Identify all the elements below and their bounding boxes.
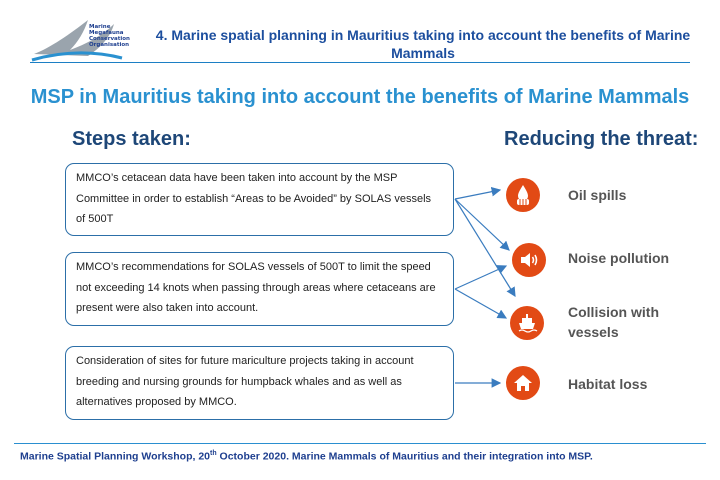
threat-label-noise-pollution: Noise pollution [568,250,670,266]
header-title: 4. Marine spatial planning in Mauritius taking into account the benefits of Marine Mammals [155,27,691,61]
threat-label-habitat-loss: Habitat loss [568,376,648,392]
footer-text: Marine Spatial Planning Workshop, 20th October 2020. Marine Mammals of Mauritius and their integration into MSP. [20,450,593,463]
logo-text: Marine Megafauna Conservation Organisation [89,24,130,48]
footer-divider [14,443,706,444]
house-icon [506,366,540,400]
header-divider [30,62,690,63]
ship-icon [510,306,544,340]
steps-title: Steps taken: [72,128,191,150]
step-box-1: MMCO’s cetacean data have been taken into account by the MSP Committee in order to establish “Areas to be Avoided” by SOLAS vessels of 500T [65,163,454,236]
speaker-icon [512,243,546,277]
main-title: MSP in Mauritius taking into account the benefits of Marine Mammals [30,86,690,108]
threats-title: Reducing the threat: [504,128,699,150]
threat-label-oil-spills: Oil spills [568,187,627,203]
step-box-3: Consideration of sites for future mariculture projects taking in account breeding and nursing grounds for humpback whales and as well as alternatives proposed by MMCO. [65,346,454,420]
step-box-2: MMCO’s recommendations for SOLAS vessels of 500T to limit the speed not exceeding 14 knots when passing through areas where cetaceans are present were also taken into account. [65,252,454,326]
oil-spill-icon [506,178,540,212]
threat-label-collision: Collision with vessels [568,304,659,340]
